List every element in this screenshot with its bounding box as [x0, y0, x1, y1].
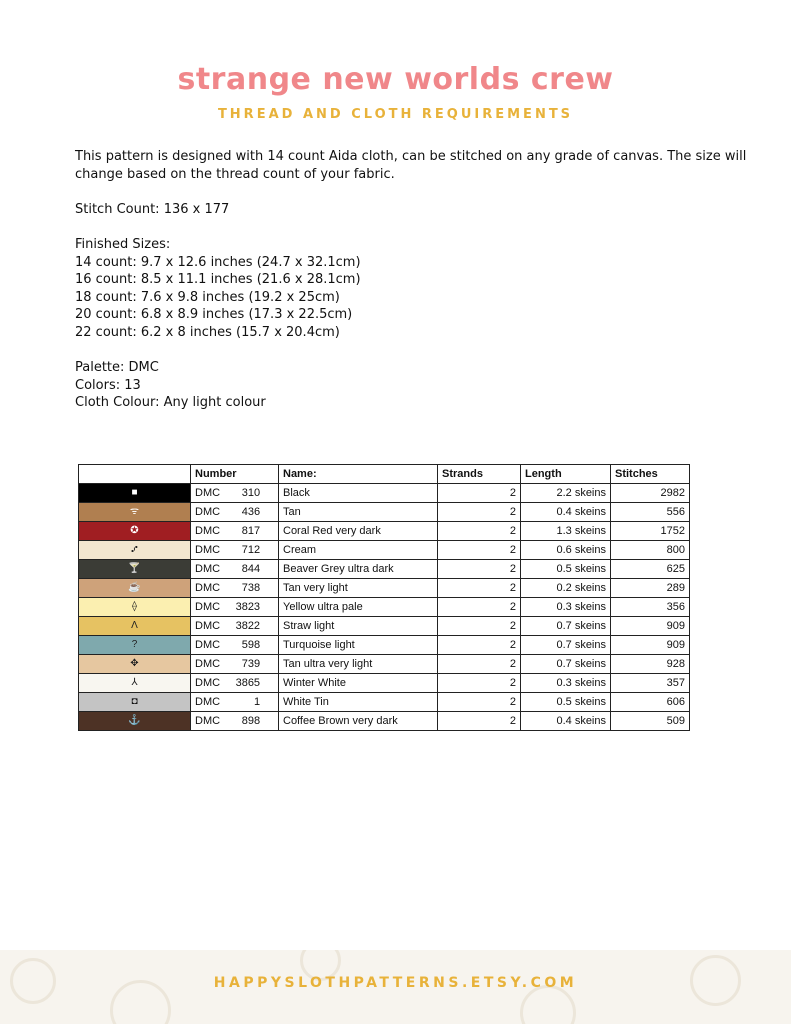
thread-strands: 2 [438, 617, 521, 636]
thread-code: 844 [241, 563, 261, 575]
color-swatch [79, 712, 191, 731]
thread-name: Winter White [279, 674, 438, 693]
thread-name: Black [279, 484, 438, 503]
thread-brand: DMC [195, 620, 221, 632]
thread-brand: DMC [195, 601, 221, 613]
thread-code: 598 [241, 639, 261, 651]
thread-stitches: 1752 [611, 522, 690, 541]
color-swatch [79, 674, 191, 693]
thread-stitches: 509 [611, 712, 690, 731]
thread-stitches: 909 [611, 636, 690, 655]
page-title: strange new worlds crew [177, 62, 614, 97]
thread-stitches: 2982 [611, 484, 690, 503]
thread-number [191, 522, 279, 541]
thread-brand: DMC [195, 487, 221, 499]
stitch-symbol-icon: ⑇ [131, 544, 138, 555]
thread-code: 1 [253, 696, 261, 708]
table-row [79, 560, 690, 579]
header-swatch [79, 465, 191, 484]
color-swatch [79, 503, 191, 522]
thread-stitches: 800 [611, 541, 690, 560]
stitch-symbol-icon: ? [131, 639, 138, 650]
thread-name: Tan [279, 503, 438, 522]
stitch-symbol-icon: ✥ [130, 658, 139, 669]
thread-length: 0.4 skeins [521, 503, 611, 522]
thread-length: 0.4 skeins [521, 712, 611, 731]
thread-strands: 2 [438, 484, 521, 503]
table-row [79, 693, 690, 712]
color-swatch [79, 560, 191, 579]
thread-code: 3865 [235, 677, 261, 689]
thread-code: 739 [241, 658, 261, 670]
thread-strands: 2 [438, 674, 521, 693]
thread-name: Tan very light [279, 579, 438, 598]
thread-code: 310 [241, 487, 261, 499]
thread-length: 0.5 skeins [521, 693, 611, 712]
thread-code: 898 [241, 715, 261, 727]
stitch-symbol-icon: 🍸 [128, 563, 141, 574]
thread-number [191, 655, 279, 674]
thread-stitches: 289 [611, 579, 690, 598]
finished-sizes [75, 236, 715, 341]
thread-stitches: 356 [611, 598, 690, 617]
thread-length: 0.6 skeins [521, 541, 611, 560]
thread-brand: DMC [195, 563, 221, 575]
intro-line: This pattern is designed with 14 count Aida cloth, can be stitched on any grade of canvas. The size will [75, 149, 747, 164]
stitch-symbol-icon: ᯤ [129, 506, 140, 517]
color-swatch [79, 522, 191, 541]
thread-brand: DMC [195, 525, 221, 537]
thread-number [191, 693, 279, 712]
color-swatch [79, 693, 191, 712]
thread-brand: DMC [195, 582, 221, 594]
stitch-symbol-icon: ⟠ [132, 601, 137, 612]
finished-size-line: 18 count: 7.6 x 9.8 inches (19.2 x 25cm) [75, 289, 340, 305]
thread-name: Straw light [279, 617, 438, 636]
colors-count: Colors: 13 [75, 377, 141, 393]
thread-strands: 2 [438, 712, 521, 731]
finished-size-line: 22 count: 6.2 x 8 inches (15.7 x 20.4cm) [75, 324, 340, 340]
table-row [79, 712, 690, 731]
thread-length: 0.2 skeins [521, 579, 611, 598]
thread-brand: DMC [195, 677, 221, 689]
table-row [79, 598, 690, 617]
color-swatch [79, 484, 191, 503]
table-row [79, 636, 690, 655]
stitch-symbol-icon: Λ [131, 620, 138, 631]
thread-number [191, 541, 279, 560]
thread-brand: DMC [195, 506, 221, 518]
thread-stitches: 928 [611, 655, 690, 674]
thread-code: 817 [241, 525, 261, 537]
thread-rows [79, 484, 690, 731]
palette-label: Palette: DMC [75, 360, 159, 375]
thread-code: 738 [241, 582, 261, 594]
cloth-colour: Cloth Colour: Any light colour [75, 395, 266, 410]
thread-length: 2.2 skeins [521, 484, 611, 503]
thread-code: 3822 [235, 620, 261, 632]
thread-name: White Tin [279, 693, 438, 712]
table-row [79, 484, 690, 503]
thread-stitches: 357 [611, 674, 690, 693]
thread-name: Beaver Grey ultra dark [279, 560, 438, 579]
header-strands: Strands [438, 465, 521, 484]
thread-number [191, 560, 279, 579]
thread-length: 0.7 skeins [521, 617, 611, 636]
thread-strands: 2 [438, 655, 521, 674]
thread-code: 3823 [235, 601, 261, 613]
thread-stitches: 909 [611, 617, 690, 636]
thread-number [191, 674, 279, 693]
stitch-symbol-icon: ⚓ [128, 715, 141, 726]
thread-length: 0.7 skeins [521, 655, 611, 674]
thread-number [191, 484, 279, 503]
thread-code: 712 [241, 544, 261, 556]
thread-name: Coffee Brown very dark [279, 712, 438, 731]
finished-size-line: 20 count: 6.8 x 8.9 inches (17.3 x 22.5cm) [75, 307, 353, 322]
header-length: Length [521, 465, 611, 484]
thread-length: 0.7 skeins [521, 636, 611, 655]
thread-brand: DMC [195, 696, 221, 708]
thread-strands: 2 [438, 560, 521, 579]
thread-name: Tan ultra very light [279, 655, 438, 674]
thread-name: Coral Red very dark [279, 522, 438, 541]
thread-number [191, 617, 279, 636]
page-subtitle: THREAD AND CLOTH REQUIREMENTS [217, 107, 574, 122]
stitch-symbol-icon: ⅄ [131, 677, 138, 688]
thread-strands: 2 [438, 598, 521, 617]
table-row [79, 655, 690, 674]
intro-paragraph [75, 148, 747, 183]
table-row [79, 617, 690, 636]
thread-brand: DMC [195, 715, 221, 727]
thread-brand: DMC [195, 544, 221, 556]
color-swatch [79, 636, 191, 655]
thread-number [191, 579, 279, 598]
header-name: Name: [279, 465, 438, 484]
thread-length: 1.3 skeins [521, 522, 611, 541]
thread-brand: DMC [195, 658, 221, 670]
thread-name: Yellow ultra pale [279, 598, 438, 617]
thread-table [78, 464, 690, 731]
color-swatch [79, 541, 191, 560]
color-swatch [79, 579, 191, 598]
thread-strands: 2 [438, 522, 521, 541]
table-row [79, 522, 690, 541]
color-swatch [79, 617, 191, 636]
table-row [79, 541, 690, 560]
table-row [79, 503, 690, 522]
table-row [79, 674, 690, 693]
thread-stitches: 625 [611, 560, 690, 579]
thread-length: 0.5 skeins [521, 560, 611, 579]
palette-info [75, 359, 715, 412]
thread-strands: 2 [438, 503, 521, 522]
finished-size-line: 16 count: 8.5 x 11.1 inches (21.6 x 28.1cm) [75, 272, 361, 287]
stitch-symbol-icon: ◘ [131, 696, 138, 707]
intro-line: change based on the thread count of your fabric. [75, 166, 395, 182]
thread-length: 0.3 skeins [521, 598, 611, 617]
thread-stitches: 606 [611, 693, 690, 712]
thread-brand: DMC [195, 639, 221, 651]
stitch-symbol-icon: ✪ [130, 525, 139, 536]
thread-strands: 2 [438, 579, 521, 598]
thread-stitches: 556 [611, 503, 690, 522]
thread-strands: 2 [438, 541, 521, 560]
stitch-count: Stitch Count: 136 x 177 [75, 202, 230, 217]
header-stitches: Stitches [611, 465, 690, 484]
thread-number [191, 598, 279, 617]
stitch-symbol-icon: ☕ [128, 582, 141, 593]
thread-code: 436 [241, 506, 261, 518]
thread-number [191, 636, 279, 655]
thread-strands: 2 [438, 636, 521, 655]
table-row [79, 579, 690, 598]
finished-sizes-heading: Finished Sizes: [75, 237, 171, 252]
thread-length: 0.3 skeins [521, 674, 611, 693]
color-swatch [79, 598, 191, 617]
footer-link[interactable]: HAPPYSLOTHPATTERNS.ETSY.COM [213, 975, 578, 991]
finished-size-line: 14 count: 9.7 x 12.6 inches (24.7 x 32.1cm) [75, 254, 361, 270]
thread-number [191, 712, 279, 731]
thread-strands: 2 [438, 693, 521, 712]
table-header-row [79, 465, 690, 484]
color-swatch [79, 655, 191, 674]
thread-name: Cream [279, 541, 438, 560]
stitch-symbol-icon: ■ [131, 487, 138, 498]
thread-number [191, 503, 279, 522]
thread-name: Turquoise light [279, 636, 438, 655]
header-number: Number [191, 465, 279, 484]
